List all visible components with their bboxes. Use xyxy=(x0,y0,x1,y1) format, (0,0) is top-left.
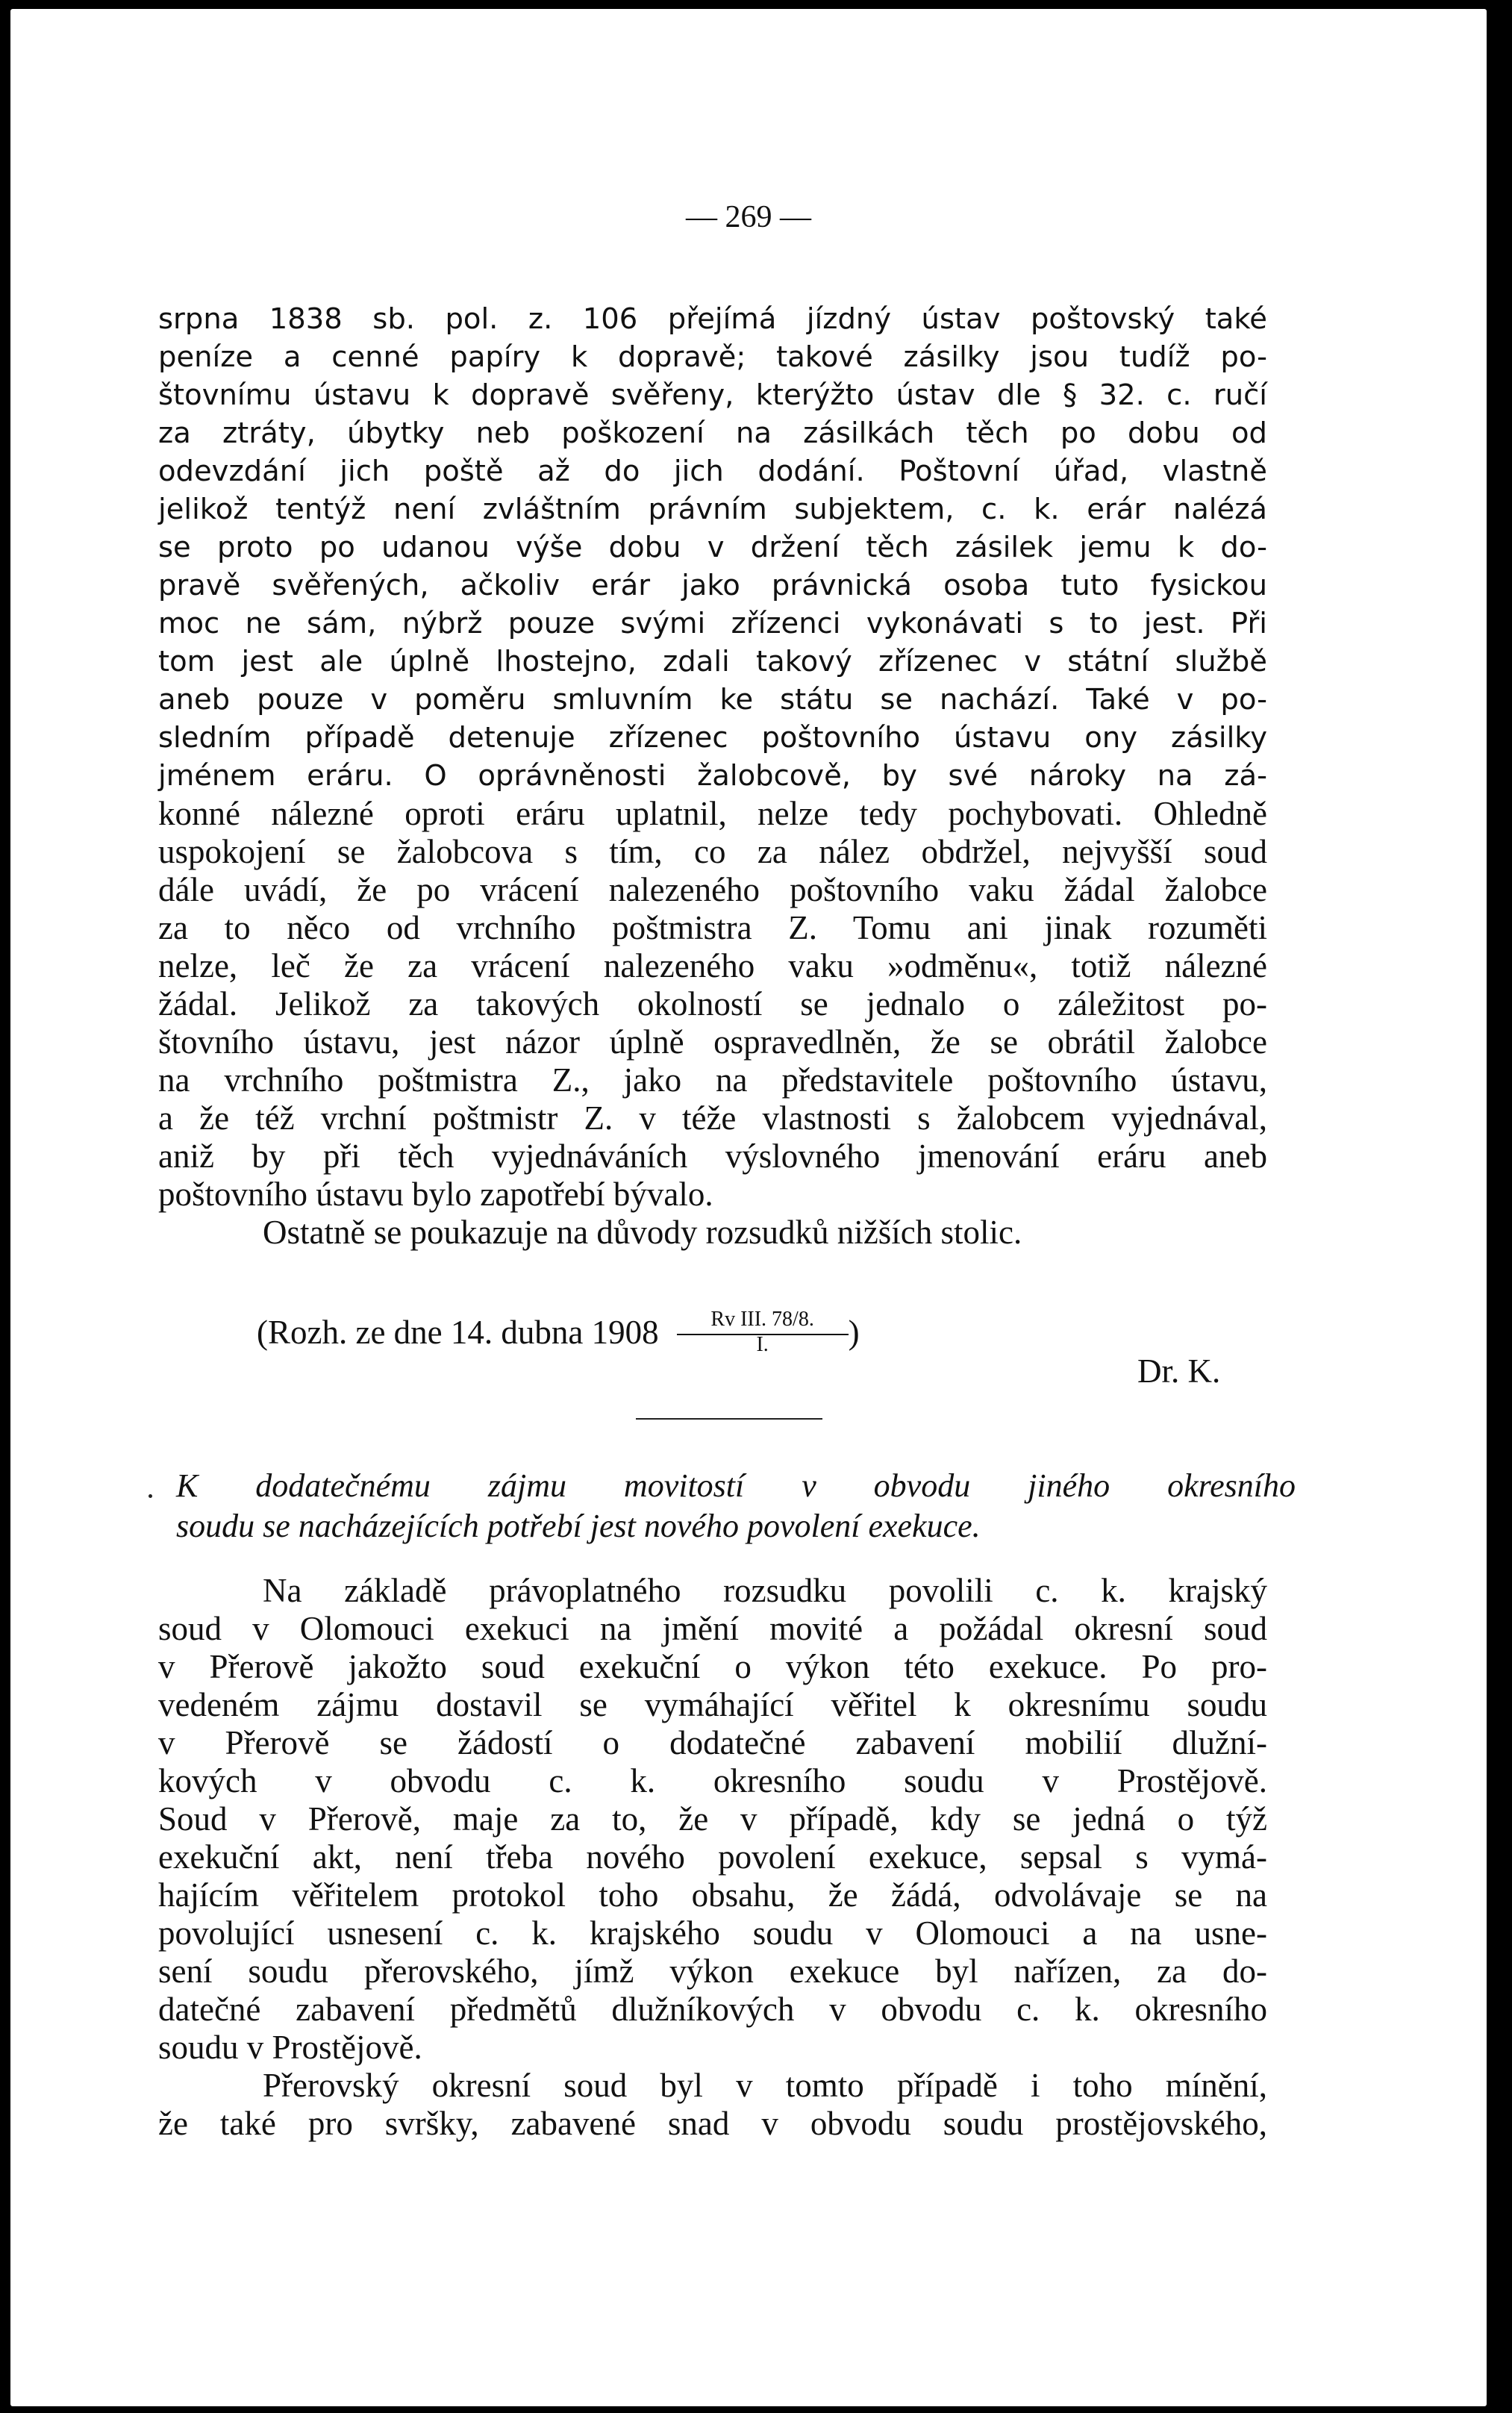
text-line: aniž by při těch vyjednáváních výslovného jmenování eráru aneb xyxy=(158,1137,1267,1175)
heading-line: K dodatečnému zájmu movitostí v obvodu jiného okresního xyxy=(176,1467,1296,1504)
text-line: soud v Olomouci exekuci na jmění movité a požádal okresní soud xyxy=(158,1610,1267,1647)
text-line: dále uvádí, že po vrácení nalezeného poštovního vaku žádal žalobce xyxy=(158,871,1267,908)
text-line: kových v obvodu c. k. okresního soudu v Prostějově. xyxy=(158,1762,1267,1799)
text-line: moc ne sám, nýbrž pouze svými zřízenci vykonávati s to jest. Při xyxy=(158,607,1267,640)
section-heading xyxy=(176,1466,1296,1546)
text-line: exekuční akt, není třeba nového povolení exekuce, sepsal s vymá- xyxy=(158,1838,1267,1876)
text-line: jménem eráru. O oprávněnosti žalobcově, by své nároky na zá- xyxy=(158,759,1267,793)
reference-fraction xyxy=(677,1308,849,1357)
scanned-page xyxy=(10,9,1487,2406)
text-line: Na základě právoplatného rozsudku povolili c. k. krajský xyxy=(263,1572,1267,1609)
text-line: Soud v Přerově, maje za to, že v případě, kdy se jedná o týž xyxy=(158,1800,1267,1838)
text-line: sení soudu přerovského, jímž výkon exekuce byl nařízen, za do- xyxy=(158,1952,1267,1990)
text-line: a že též vrchní poštmistr Z. v téže vlastnosti s žalobcem vyjednával, xyxy=(158,1099,1267,1137)
text-line: Přerovský okresní soud byl v tomto případě i toho mínění, xyxy=(263,2067,1267,2104)
text-line: sledním případě detenuje zřízenec poštovního ústavu ony zásilky xyxy=(158,721,1267,755)
scan-edge xyxy=(1487,0,1512,2413)
stray-mark xyxy=(149,1494,152,1498)
text-line: pravě svěřených, ačkoliv erár jako právnická osoba tuto fysickou xyxy=(158,569,1267,602)
text-line: žádal. Jelikož za takových okolností se jednalo o záležitost po- xyxy=(158,985,1267,1023)
text-line: za to něco od vrchního poštmistra Z. Tomu ani jinak rozuměti xyxy=(158,909,1267,946)
text-line: poštovního ústavu bylo zapotřebí bývalo. xyxy=(158,1176,713,1213)
text-line: v Přerově jakožto soud exekuční o výkon této exekuce. Po pro- xyxy=(158,1648,1267,1685)
paragraph-block-1-cont xyxy=(158,795,1267,1252)
closing-line: Ostatně se poukazuje na důvody rozsudků nižších stolic. xyxy=(263,1214,1022,1251)
text-line: nelze, leč že za vrácení nalezeného vaku »odměnu«, totiž nálezné xyxy=(158,947,1267,984)
reference-numerator: Rv III. 78/8. xyxy=(710,1308,814,1332)
text-line: povolující usnesení c. k. krajského soudu v Olomouci a na usne- xyxy=(158,1914,1267,1952)
text-line: hajícím věřitelem protokol toho obsahu, že žádá, odvolávaje se na xyxy=(158,1876,1267,1914)
page-number: — 269 — xyxy=(686,200,811,234)
reference-suffix: ) xyxy=(848,1314,860,1351)
text-line: uspokojení se žalobcova s tím, co za nález obdržel, nejvyšší soud xyxy=(158,833,1267,870)
text-line: vedeném zájmu dostavil se vymáhající věřitel k okresnímu soudu xyxy=(158,1686,1267,1723)
text-line: štovnímu ústavu k dopravě svěřeny, kterýžto ústav dle § 32. c. ručí xyxy=(158,378,1267,412)
text-line: štovního ústavu, jest názor úplně ospravedlněn, že se obrátil žalobce xyxy=(158,1023,1267,1061)
paragraph-block-2 xyxy=(158,1572,1267,2143)
text-line: aneb pouze v poměru smluvním ke státu se nachází. Také v po- xyxy=(158,683,1267,717)
author-signature: Dr. K. xyxy=(1137,1352,1221,1390)
text-line: v Přerově se žádostí o dodatečné zabavení mobilií dlužní- xyxy=(158,1724,1267,1761)
text-line: peníze a cenné papíry k dopravě; takové zásilky jsou tudíž po- xyxy=(158,340,1267,374)
text-line: soudu v Prostějově. xyxy=(158,2029,422,2066)
decision-reference xyxy=(257,1308,860,1357)
section-divider xyxy=(636,1418,822,1420)
text-line: že také pro svršky, zabavené snad v obvodu soudu prostějovského, xyxy=(158,2105,1267,2142)
text-line: tom jest ale úplně lhostejno, zdali takový zřízenec v státní službě xyxy=(158,645,1267,678)
text-line: se proto po udanou výše dobu v držení těch zásilek jemu k do- xyxy=(158,531,1267,564)
text-line: na vrchního poštmistra Z., jako na představitele poštovního ústavu, xyxy=(158,1061,1267,1099)
heading-line: soudu se nacházejících potřebí jest nového povolení exekuce. xyxy=(176,1508,981,1544)
text-line: za ztráty, úbytky neb poškození na zásilkách těch po dobu od xyxy=(158,416,1267,450)
text-line: konné nálezné oproti eráru uplatnil, nelze tedy pochybovati. Ohledně xyxy=(158,795,1267,832)
reference-prefix: (Rozh. ze dne 14. dubna 1908 xyxy=(257,1314,659,1351)
text-line: jelikož tentýž není zvláštním právním subjektem, c. k. erár nalézá xyxy=(158,493,1267,526)
reference-denominator: I. xyxy=(756,1333,769,1357)
text-line: datečné zabavení předmětů dlužníkových v obvodu c. k. okresního xyxy=(158,1991,1267,2028)
text-line: odevzdání jich poště až do jich dodání. Poštovní úřad, vlastně xyxy=(158,455,1267,488)
text-line: srpna 1838 sb. pol. z. 106 přejímá jízdný ústav poštovský také xyxy=(158,302,1267,336)
paragraph-block-1 xyxy=(158,300,1267,795)
